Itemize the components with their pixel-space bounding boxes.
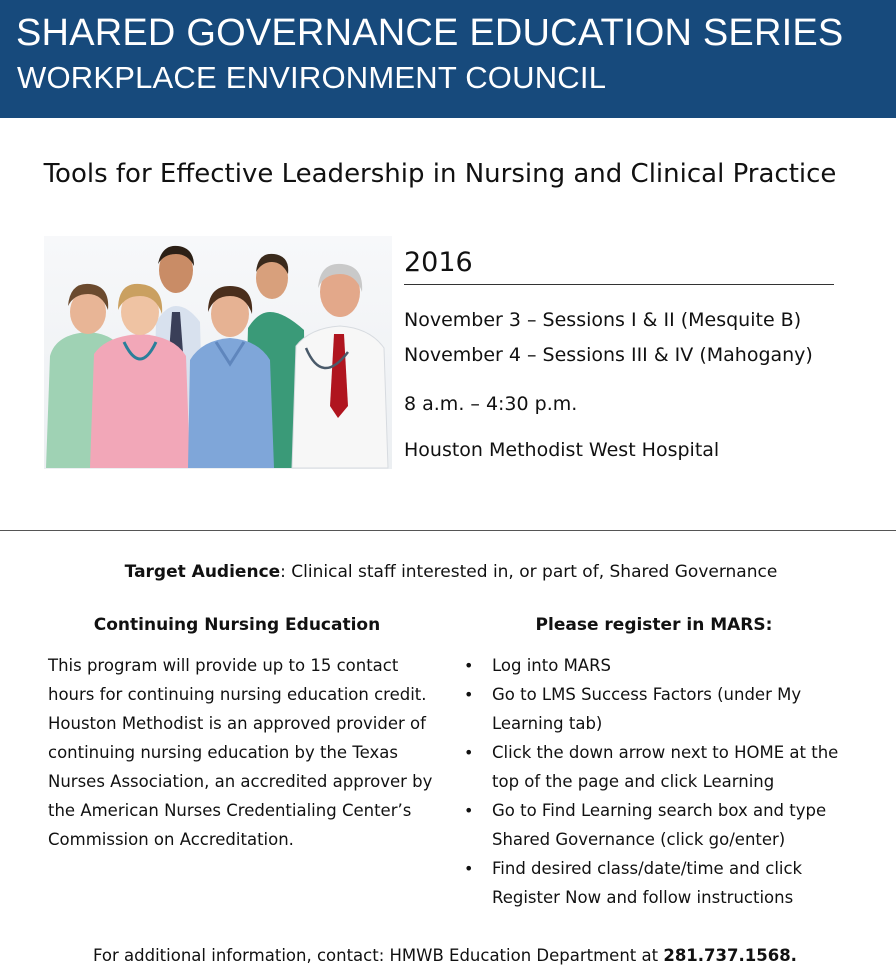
council-title: WORKPLACE ENVIRONMENT COUNCIL (17, 60, 607, 95)
step-line: Shared Governance (click go/enter) (492, 830, 786, 849)
register-heading: Please register in MARS: (535, 615, 773, 635)
session-1: November 3 – Sessions I & II (Mesquite B) (404, 309, 802, 331)
list-item (464, 796, 844, 854)
target-audience-label: Target Audience (124, 562, 281, 582)
list-item (464, 651, 844, 680)
bullet-icon: • (464, 656, 474, 675)
session-2: November 4 – Sessions III & IV (Mahogany) (404, 344, 813, 366)
bullet-icon: • (464, 801, 474, 820)
series-title: SHARED GOVERNANCE EDUCATION SERIES (16, 12, 844, 54)
cne-paragraph (48, 651, 438, 854)
bullet-icon: • (464, 685, 474, 704)
cne-line: This program will provide up to 15 contact (48, 656, 399, 675)
step-line: Learning tab) (492, 714, 603, 733)
cne-heading: Continuing Nursing Education (93, 615, 381, 635)
contact-text: For additional information, contact: HMWB Education Department at (93, 946, 664, 965)
step-line: Log into MARS (492, 656, 612, 675)
contact-phone: 281.737.1568. (663, 946, 797, 965)
contact-footer (0, 944, 890, 968)
event-time: 8 a.m. – 4:30 p.m. (404, 393, 578, 415)
registration-steps (464, 651, 844, 912)
cne-line: Commission on Accreditation. (48, 830, 294, 849)
step-line: Register Now and follow instructions (492, 888, 794, 907)
list-item (464, 680, 844, 738)
bullet-icon: • (464, 859, 474, 878)
cne-line: Nurses Association, an accredited approver by (48, 772, 433, 791)
list-item (464, 854, 844, 912)
event-year: 2016 (404, 246, 834, 285)
step-line: Go to Find Learning search box and type (492, 801, 827, 820)
cne-line: hours for continuing nursing education credit. (48, 685, 427, 704)
event-location: Houston Methodist West Hospital (404, 439, 720, 461)
step-line: Go to LMS Success Factors (under My (492, 685, 802, 704)
cne-line: the American Nurses Credentialing Center’s (48, 801, 412, 820)
staff-photo (44, 236, 392, 469)
cne-line: Houston Methodist is an approved provider of (48, 714, 426, 733)
target-audience-text: : Clinical staff interested in, or part of, Shared Governance (280, 562, 778, 582)
page-title: Tools for Effective Leadership in Nursing and Clinical Practice (43, 159, 837, 189)
cne-line: continuing nursing education by the Texas (48, 743, 398, 762)
step-line: top of the page and click Learning (492, 772, 775, 791)
header-banner (0, 0, 896, 118)
target-audience (0, 560, 896, 584)
section-divider (0, 530, 896, 531)
step-line: Click the down arrow next to HOME at the (492, 743, 839, 762)
event-details (404, 246, 836, 461)
step-line: Find desired class/date/time and click (492, 859, 803, 878)
bullet-icon: • (464, 743, 474, 762)
list-item (464, 738, 844, 796)
